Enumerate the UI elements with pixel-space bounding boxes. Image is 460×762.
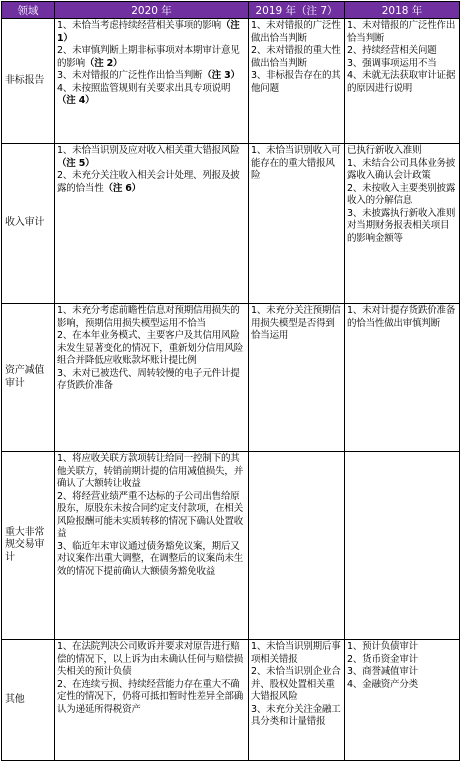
item-note: （注 2） [84,57,123,69]
list-item [347,183,457,208]
list-item [57,20,246,45]
item-text: 2、将经营业绩严重不达标的子公司出售给原股东，原股东未按合同约定支付款项，在相关风险报酬可能未实质转移的情况下确认处置收益 [57,490,244,539]
list-item [57,491,246,541]
row-area-label: 其他 [2,640,55,761]
list-item [251,70,342,95]
list-item [347,70,457,95]
item-text: 2、未审慎判断上期非标事项对本期审计意见的影响 [57,45,240,69]
item-text: 1、预计负债审计 [347,641,418,652]
item-text: 1、未对错报的广泛性作出恰当判断 [347,20,456,44]
item-text: 3、未对已被迭代、周转较慢的电子元件计提存货跌价准备 [57,367,240,391]
item-text: 3、临近年末审议通过债务豁免议案，期后又对议案作出重大调整，在调整后的议案尚未生效的情况下提前确认大额债务豁免收益 [57,540,244,577]
cell-2019 [249,452,345,640]
list-item [251,704,342,729]
list-item [57,368,246,393]
list-item [251,45,342,70]
item-text: 3、未对错报的广泛性作出恰当判断 [57,70,203,81]
item-text: 4、未按照监管规则有关要求出具专项说明 [57,82,231,94]
item-text: 已执行新收入准则 [347,145,422,156]
cell-2018 [345,144,460,304]
item-text: 1、未结合公司具体业务披露收入确认会计政策 [347,157,456,181]
cell-2018 [345,452,460,640]
list-item [251,20,342,45]
item-text: 1、未充分考虑前瞻性信息对预期信用损失的影响，预期信用损失模型运用不恰当 [57,305,240,329]
item-text: 2、在本年业务模式、主要客户及其信用风险未发生显著变化的情况下，重新划分信用风险组合并降低应收账款坏账计提比例 [57,330,244,366]
item-note: （注 3） [202,70,240,81]
table-row [2,452,460,640]
item-text: 2、未按收入主要类别披露收入的分解信息 [347,182,456,206]
item-text: 2、货币资金审计 [347,653,418,665]
list-item [57,70,246,83]
cell-2020 [55,19,249,144]
list-item [57,45,246,70]
row-area-label: 非标报告 [2,19,55,144]
list-item [347,305,457,330]
item-text: 2、在连续亏损、持续经营能力存在重大不确定性的情况下，仍将可抵扣暂时性差异全部确认为递延所得税资产 [57,678,244,715]
item-text: 3、未充分关注金融工具分类和计量错报 [251,703,341,727]
list-item [347,679,457,692]
cell-2019 [249,144,345,304]
item-text: 3、非标报告存在的其他问题 [251,70,341,94]
cell-2019 [249,304,345,452]
list-item [57,330,246,368]
item-text: 1、未恰当识别及应对收入相关重大错报风险 [57,145,240,156]
list-item [57,541,246,579]
row-area-label: 收入审计 [2,144,55,304]
list-item [251,305,342,343]
item-text: 1、未恰当考虑持续经营相关事项的影响 [57,20,221,31]
table-row [2,144,460,304]
list-item [57,679,246,717]
cell-2019 [249,19,345,144]
row-area-label: 资产减值审计 [2,304,55,452]
item-text: 2、持续经营相关问题 [347,45,437,56]
item-note: （注 1） [57,20,240,44]
item-text: 1、未恰当识别期后事项相关错报 [251,641,341,665]
table-header-row [2,2,460,19]
item-text: 2、未充分关注收入相关会计处理、列报及披露的恰当性 [57,170,240,194]
table-row [2,304,460,452]
item-text: 1、未充分关注预期信用损失模型是否得到恰当运用 [251,305,341,341]
table-row [2,19,460,144]
list-item [251,641,342,666]
list-item [347,641,457,654]
cell-2020 [55,452,249,640]
cell-2018 [345,640,460,761]
list-item [347,45,457,58]
item-text: 1、将应收关联方款项转让给同一控制下的其他关联方，转销前期计提的信用减值损失，并确认了大额转让收益 [57,453,244,489]
list-item [347,208,457,246]
header-2020: 2020 年 [55,2,249,19]
table-row [2,640,460,761]
list-item [347,58,457,71]
cell-2020 [55,144,249,304]
list-item [57,305,246,330]
item-text: 3、商誉减值审计 [347,666,418,677]
item-text: 4、金融资产分类 [347,678,418,690]
item-note: （注 6） [103,182,141,194]
item-text: 2、未对错报的重大性做出恰当判断 [251,45,341,69]
list-item [251,666,342,704]
cell-2019 [249,640,345,761]
list-item [57,170,246,195]
header-2018: 2018 年 [345,2,460,19]
item-text: 1、未对错报的广泛性做出恰当判断 [251,20,341,44]
item-text: 1、未对计提存货跌价准备的恰当性做出审慎判断 [347,305,456,329]
list-item [57,453,246,491]
list-item [347,158,457,183]
list-item [57,145,246,170]
item-note: （注 5） [57,157,95,169]
list-item [251,145,342,183]
list-item [347,654,457,667]
item-note: （注 4） [57,95,95,106]
list-item [347,20,457,45]
cell-2020 [55,304,249,452]
list-item [57,641,246,679]
item-text: 3、强调事项运用不当 [347,57,437,69]
cell-2020 [55,640,249,761]
item-text: 1、在法院判决公司败诉并要求对原告进行赔偿的情况下，以上诉为由未确认任何与赔偿损失相关的预计负债 [57,641,244,677]
header-2019: 2019 年（注 7） [249,2,345,19]
item-text: 2、未恰当识别企业合并、股权处置相关重大错报风险 [251,666,341,702]
list-item [57,83,246,108]
cell-2018 [345,304,460,452]
item-text: 4、未就无法获取审计证据的原因进行说明 [347,70,456,94]
list-item [347,666,457,679]
audit-issues-table [1,1,460,761]
item-text: 3、未披露执行新收入准则对当期财务报表相关项目的影响金额等 [347,207,456,244]
list-item [347,145,457,158]
row-area-label: 重大非常规交易审计 [2,452,55,640]
header-area: 领域 [2,2,55,19]
item-text: 1、未恰当识别收入可能存在的重大错报风险 [251,145,341,181]
cell-2018 [345,19,460,144]
